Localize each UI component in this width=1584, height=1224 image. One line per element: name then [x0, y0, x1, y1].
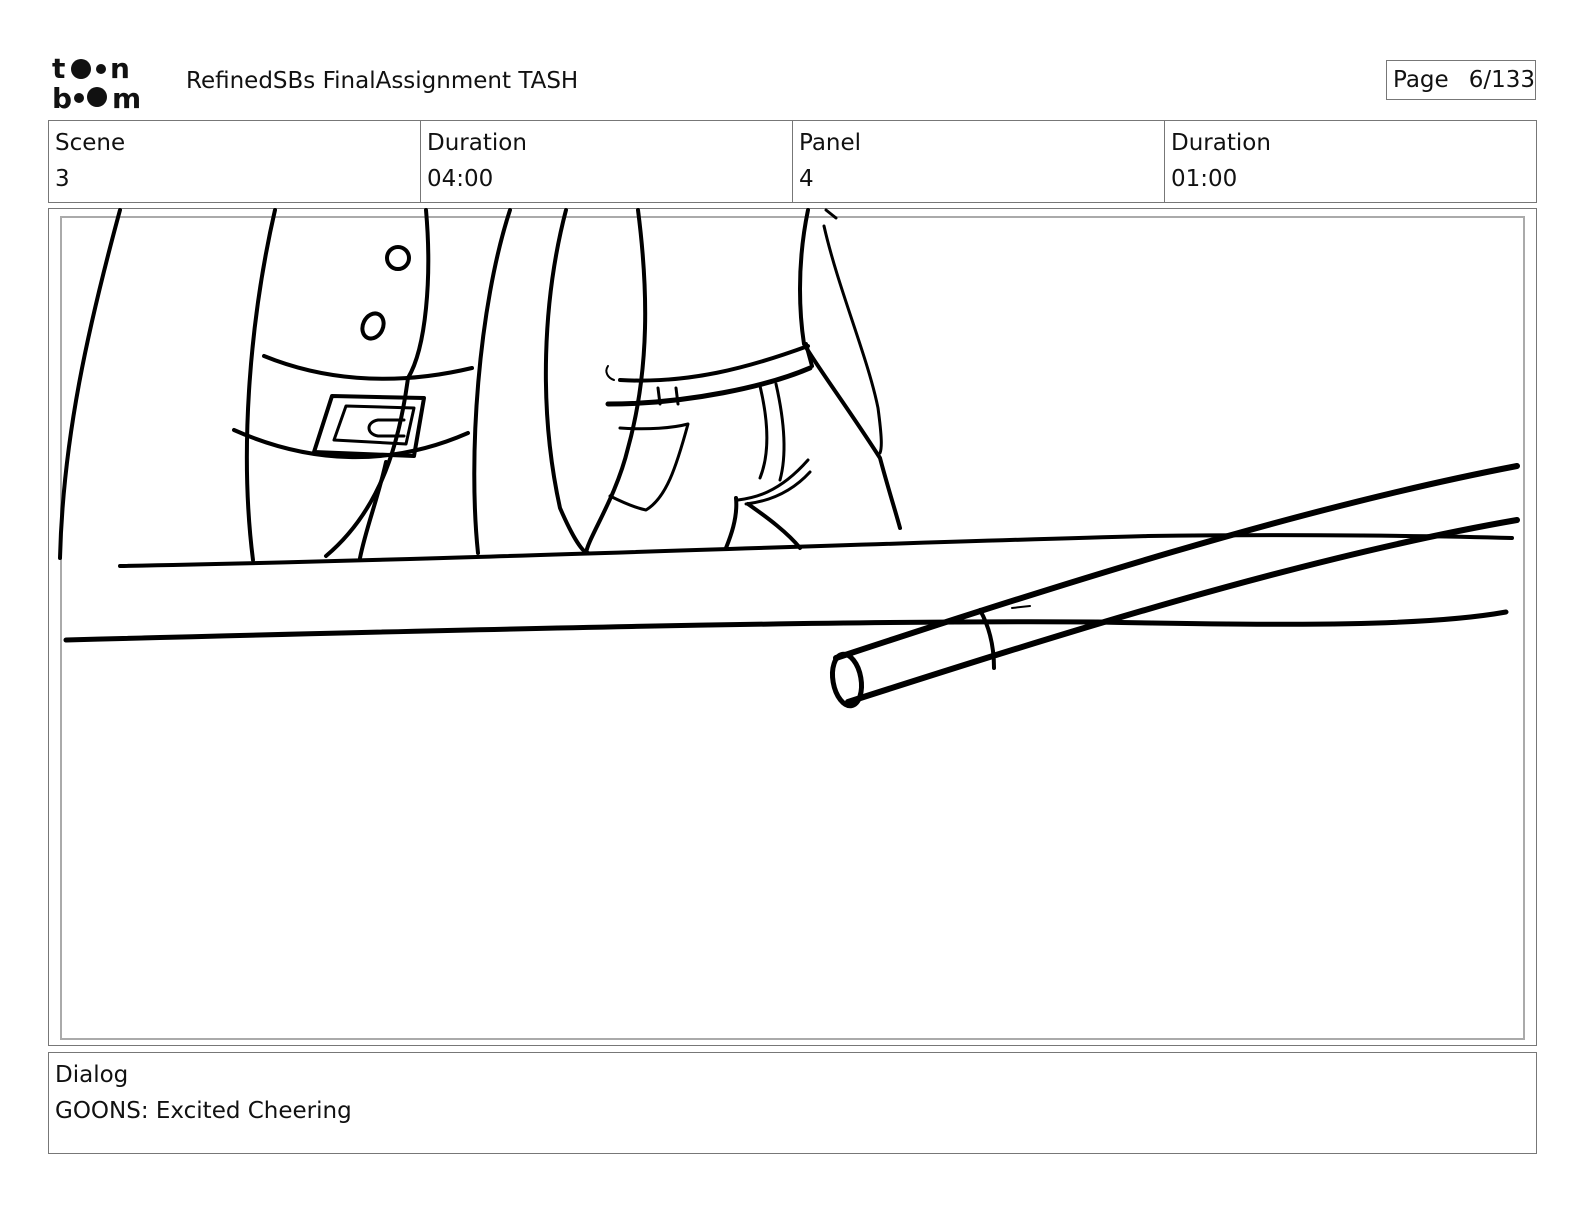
- svg-text:m: m: [112, 82, 142, 112]
- dialog-label: Dialog: [55, 1062, 129, 1088]
- panel-duration-value: 01:00: [1171, 166, 1238, 192]
- panel-label: Panel: [799, 130, 862, 156]
- toon-boom-logo-icon: [52, 54, 164, 112]
- svg-text:t: t: [52, 54, 66, 85]
- scene-label: Scene: [55, 130, 126, 156]
- dialog-box: [48, 1052, 1537, 1154]
- storyboard-sketch: [48, 208, 1537, 1046]
- scene-cell: [49, 121, 421, 202]
- panel-info-table: [48, 120, 1537, 203]
- svg-text:n: n: [110, 54, 130, 85]
- scene-duration-cell: [421, 121, 793, 202]
- panel-cell: [793, 121, 1165, 202]
- panel-duration-cell: [1165, 121, 1536, 202]
- page-number: 6/133: [1468, 67, 1535, 93]
- scene-duration-label: Duration: [427, 130, 527, 156]
- page-indicator: [1386, 60, 1536, 100]
- toon-boom-logo: [52, 54, 164, 112]
- scene-value: 3: [55, 166, 70, 192]
- scene-duration-value: 04:00: [427, 166, 494, 192]
- panel-duration-label: Duration: [1171, 130, 1271, 156]
- dialog-text: GOONS: Excited Cheering: [55, 1098, 352, 1124]
- document-title: RefinedSBs FinalAssignment TASH: [186, 68, 579, 94]
- svg-text:b: b: [52, 82, 73, 112]
- page-label: Page: [1393, 67, 1449, 93]
- panel-value: 4: [799, 166, 814, 192]
